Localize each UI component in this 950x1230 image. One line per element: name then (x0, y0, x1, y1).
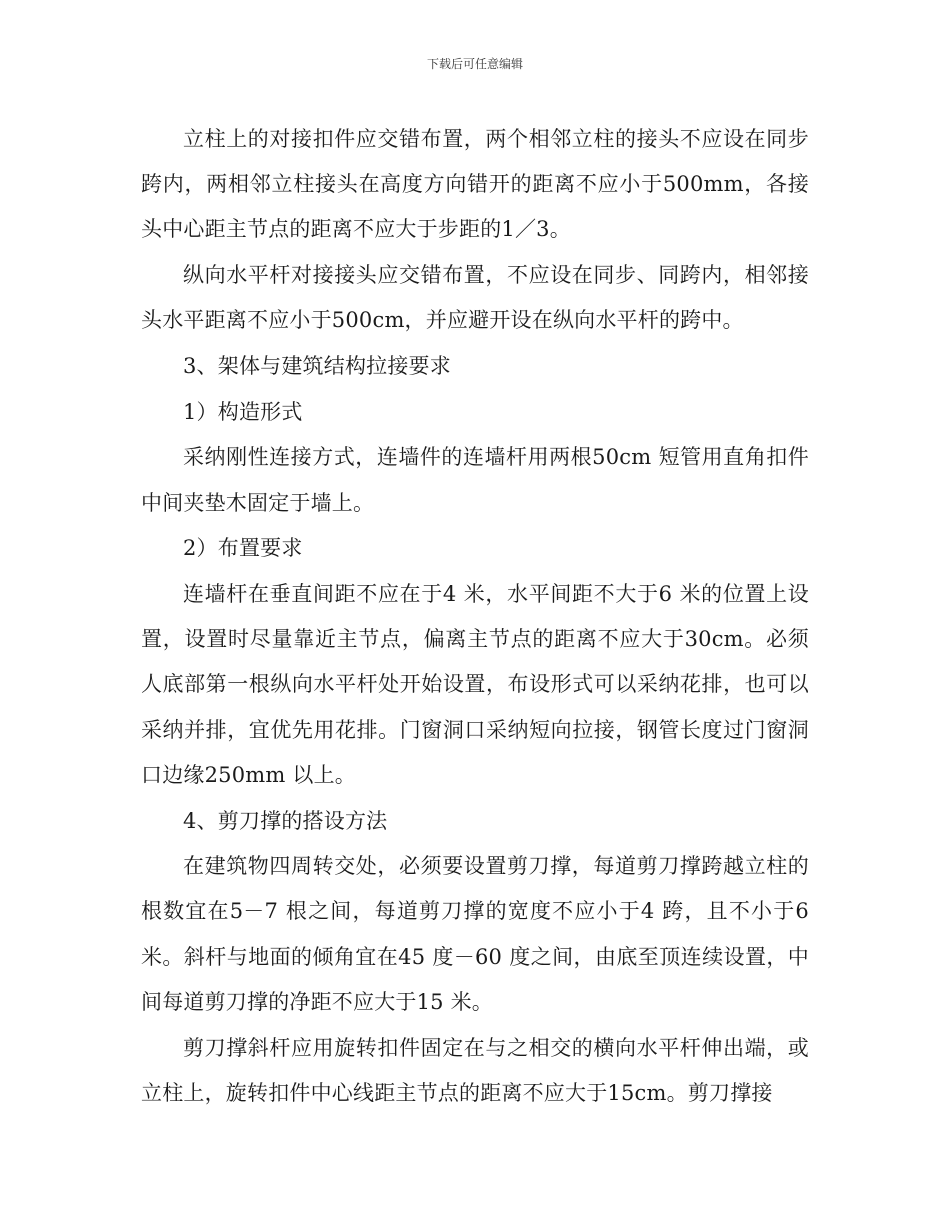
paragraph: 纵向水平杆对接接头应交错布置，不应设在同步、同跨内，相邻接头水平距离不应小于500cm，并应避开设在纵向水平杆的跨中。 (141, 263, 809, 333)
paragraph: 采纳刚性连接方式，连墙件的连墙杆用两根50cm 短管用直角扣件中间夹垫木固定于墙上。 (141, 445, 809, 515)
paragraph: 剪刀撑斜杆应用旋转扣件固定在与之相交的横向水平杆伸出端，或立柱上，旋转扣件中心线距主节点的距离不应大于15cm。剪刀撑接 (141, 1035, 809, 1105)
paragraph: 连墙杆在垂直间距不应在于4 米，水平间距不大于6 米的位置上设置，设置时尽量靠近主节点，偏离主节点的距离不应大于30cm。必须人底部第一根纵向水平杆处开始设置，布设形式可以采纳花排，也可以采纳并排，宜优先用花排。门窗洞口采纳短向拉接，钢管长度过门窗洞口边缘250mm 以上。 (141, 582, 809, 787)
paragraph: 在建筑物四周转交处，必须要设置剪刀撑，每道剪刀撑跨越立柱的根数宜在5－7 根之间，每道剪刀撑的宽度不应小于4 跨，且不小于6 米。斜杆与地面的倾角宜在45 度－60 度之间，由底至顶连续设置，中间每道剪刀撑的净距不应大于15 米。 (141, 854, 809, 1014)
section-heading: 4、剪刀撑的搭设方法 (183, 808, 388, 833)
page-header: 下载后可任意编辑 (426, 57, 523, 71)
subsection-heading: 2）布置要求 (183, 536, 303, 561)
document-body (141, 117, 809, 1116)
paragraph: 立柱上的对接扣件应交错布置，两个相邻立柱的接头不应设在同步跨内，两相邻立柱接头在高度方向错开的距离不应小于500mm，各接头中心距主节点的距离不应大于步距的1／3。 (141, 127, 809, 242)
section-heading: 3、架体与建筑结构拉接要求 (183, 354, 451, 379)
subsection-heading: 1）构造形式 (183, 399, 303, 424)
